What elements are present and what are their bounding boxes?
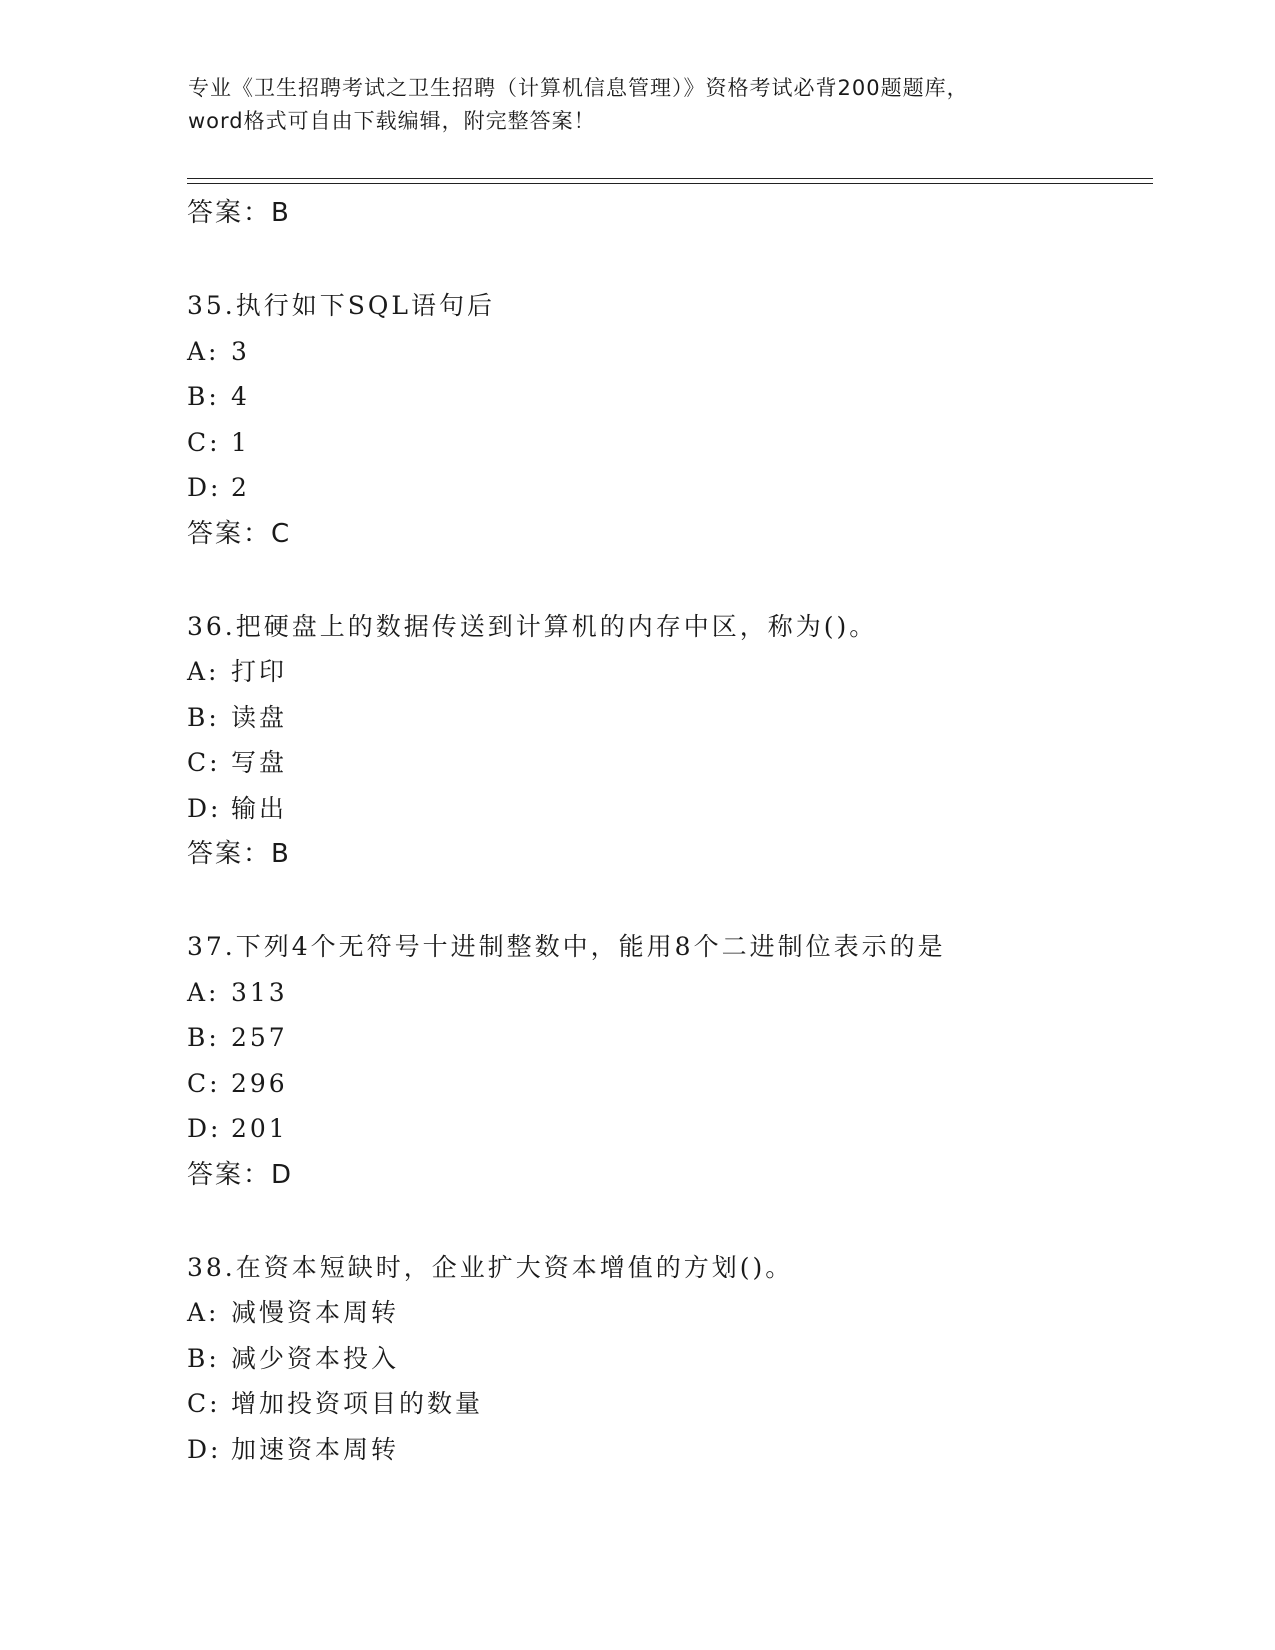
- option-text: 2: [231, 473, 250, 502]
- option-a: [187, 329, 1147, 375]
- option-text: 313: [231, 977, 288, 1007]
- option-text: 减少资本投入: [231, 1343, 400, 1373]
- question-list: [187, 190, 1147, 1472]
- question-block: [187, 924, 1147, 1198]
- option-b: [187, 1336, 1147, 1382]
- option-key: D:: [187, 473, 222, 502]
- option-text: 减慢资本周转: [231, 1298, 400, 1327]
- option-key: C:: [187, 748, 221, 777]
- option-d: [187, 786, 1147, 832]
- option-c: [187, 420, 1147, 466]
- header-line-2: word格式可自由下载编辑，附完整答案！: [188, 109, 596, 133]
- header-divider-bottom: [187, 183, 1153, 184]
- question-title: 38.在资本短缺时，企业扩大资本增值的方划()。: [187, 1252, 794, 1282]
- question-block: [187, 1245, 1147, 1473]
- question-block: [187, 604, 1147, 878]
- option-d: [187, 1106, 1147, 1152]
- option-b: [187, 695, 1147, 741]
- option-text: 加速资本周转: [231, 1434, 400, 1464]
- answer-line: 答案：B: [187, 839, 291, 869]
- option-key: A:: [187, 336, 220, 366]
- option-key: C:: [187, 1068, 221, 1098]
- option-d: [187, 465, 1147, 511]
- option-text: 257: [231, 1023, 288, 1052]
- option-key: D:: [187, 1114, 222, 1143]
- option-c: [187, 740, 1147, 786]
- option-text: 增加投资项目的数量: [231, 1389, 484, 1418]
- option-text: 打印: [231, 657, 288, 686]
- answer-line: 答案：D: [187, 1159, 294, 1190]
- option-key: B:: [187, 1343, 220, 1373]
- option-text: 201: [231, 1114, 288, 1143]
- option-text: 4: [231, 382, 250, 411]
- option-key: B:: [187, 1023, 220, 1052]
- option-d: [187, 1427, 1147, 1473]
- option-a: [187, 970, 1147, 1016]
- answer-line: 答案：C: [187, 518, 292, 549]
- header-divider-top: [187, 178, 1153, 179]
- question-title: 37.下列4个无符号十进制整数中，能用8个二进制位表示的是: [187, 932, 946, 961]
- question-block: [187, 283, 1147, 557]
- option-key: C:: [187, 427, 221, 457]
- option-text: 296: [231, 1068, 288, 1098]
- document-header: [188, 72, 1088, 138]
- option-c: [187, 1381, 1147, 1427]
- option-text: 1: [231, 427, 250, 457]
- question-title: 36.把硬盘上的数据传送到计算机的内存中区，称为()。: [187, 611, 878, 641]
- option-key: D:: [187, 793, 222, 823]
- option-key: A:: [187, 1298, 220, 1327]
- option-key: D:: [187, 1434, 222, 1464]
- option-key: B:: [187, 702, 220, 732]
- option-c: [187, 1061, 1147, 1107]
- option-text: 3: [231, 336, 250, 366]
- answer-line: 答案：B: [187, 198, 291, 228]
- option-a: [187, 1290, 1147, 1336]
- option-b: [187, 1015, 1147, 1061]
- option-a: [187, 649, 1147, 695]
- option-key: C:: [187, 1389, 221, 1418]
- option-b: [187, 374, 1147, 420]
- option-text: 写盘: [231, 748, 288, 777]
- option-key: A:: [187, 657, 220, 686]
- option-key: B:: [187, 382, 220, 411]
- header-line-1: 专业《卫生招聘考试之卫生招聘（计算机信息管理）》资格考试必背200题题库，: [188, 76, 969, 100]
- option-text: 读盘: [231, 702, 288, 732]
- option-text: 输出: [231, 793, 288, 823]
- option-key: A:: [187, 977, 220, 1007]
- question-title: 35.执行如下SQL语句后: [187, 291, 495, 320]
